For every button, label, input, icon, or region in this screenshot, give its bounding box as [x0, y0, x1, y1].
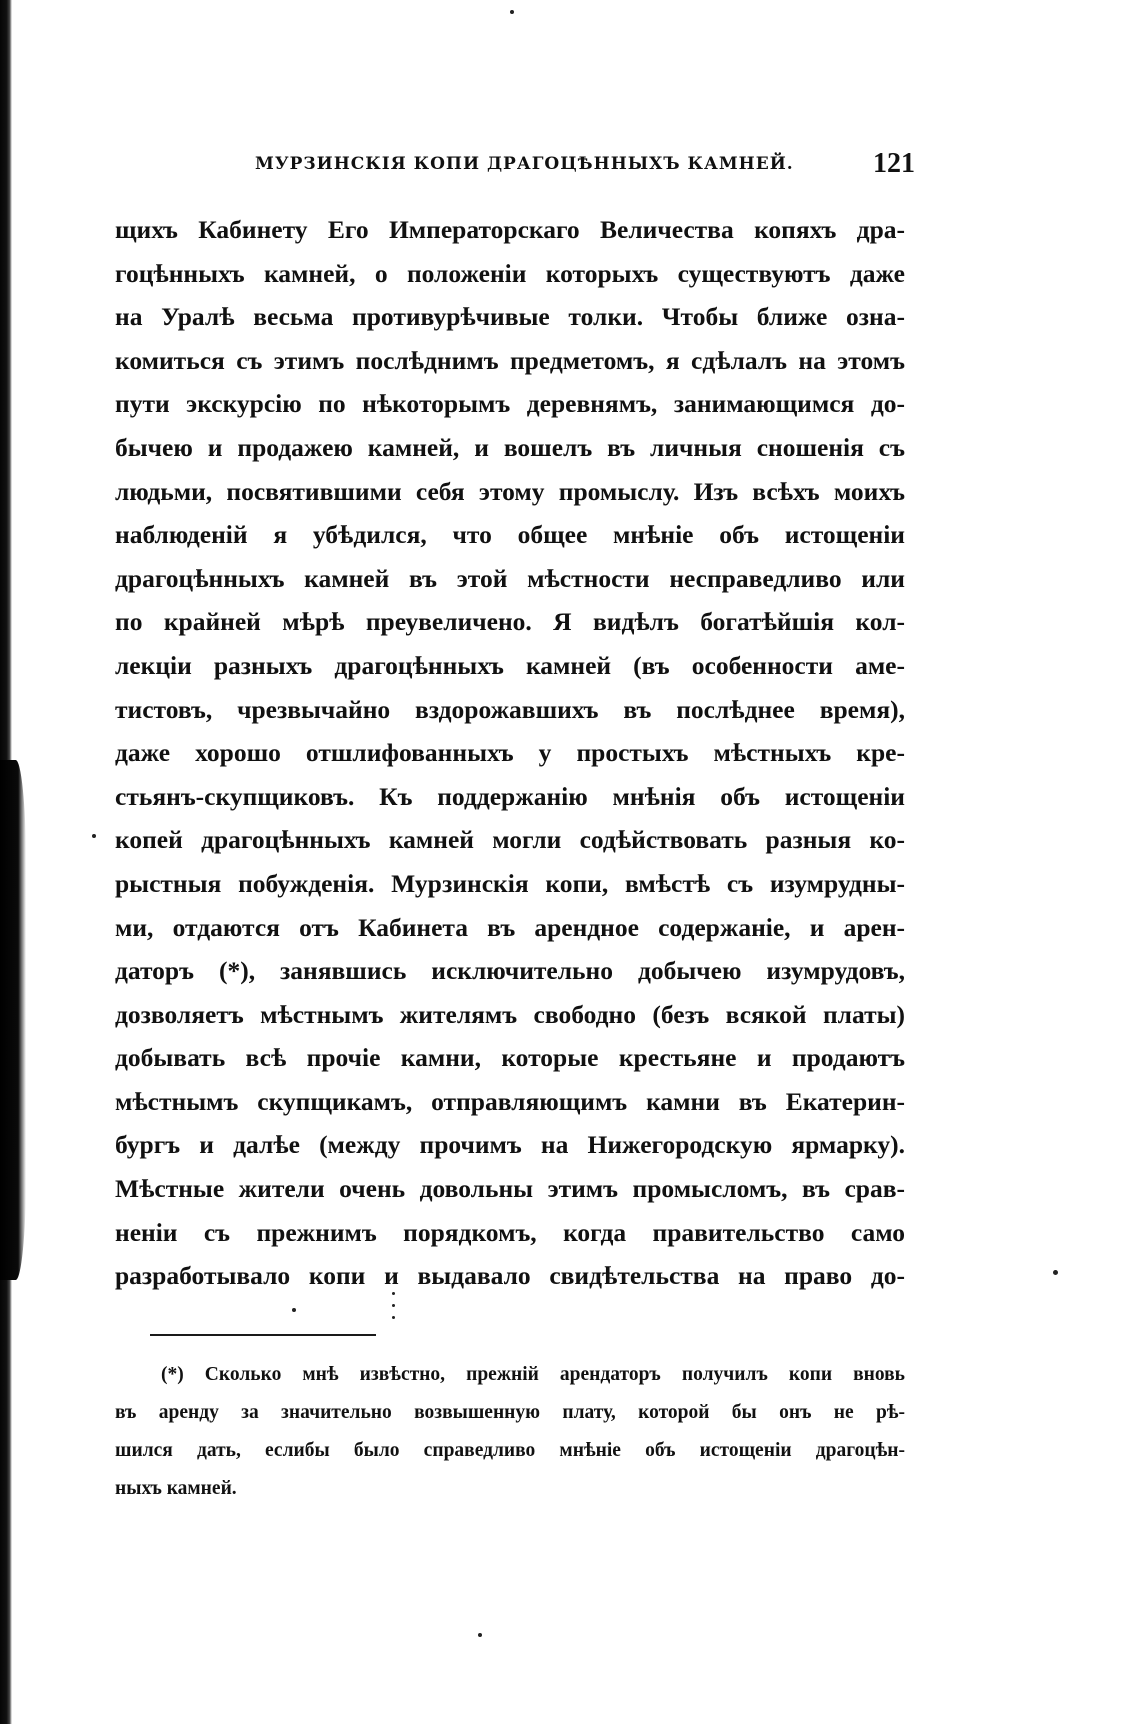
body-line: наблюденій я убѣдился, что общее мнѣніе объ истощеніи: [115, 520, 905, 550]
body-line: рыстныя побужденія. Мурзинскія копи, вмѣстѣ съ изумрудны-: [115, 868, 905, 898]
body-line: бычею и продажею камней, и вошелъ въ личныя сношенія съ: [115, 432, 905, 462]
body-line: пути экскурсію по нѣкоторымъ деревнямъ, занимающимся до-: [115, 389, 905, 419]
page-number: 121: [873, 148, 915, 179]
body-line: ми, отдаются отъ Кабинета въ арендное содержаніе, и арен-: [115, 912, 905, 942]
body-line: бургъ и далѣе (между прочимъ на Нижегородскую ярмарку).: [115, 1130, 905, 1160]
body-line: комиться съ этимъ послѣднимъ предметомъ, я сдѣлалъ на этомъ: [115, 345, 905, 375]
body-line: людьми, посвятившими себя этому промыслу. Изъ всѣхъ моихъ: [115, 476, 905, 506]
running-title: МУРЗИНСКІЯ КОПИ ДРАГОЦѢННЫХЪ КАМНЕЙ.: [255, 154, 794, 174]
scan-speck: [478, 1633, 482, 1637]
scan-speck: [1053, 1270, 1058, 1275]
body-line: на Уралѣ весьма противурѣчивые толки. Чтобы ближе озна-: [115, 302, 905, 332]
footnote-line: шился дать, еслибы было справедливо мнѣніе объ истощеніи драгоцѣн-: [115, 1440, 905, 1461]
body-line: дозволяетъ мѣстнымъ жителямъ свободно (безъ всякой платы): [115, 999, 905, 1029]
body-line: тистовъ, чрезвычайно вздорожавшихъ въ послѣднее время),: [115, 694, 905, 724]
body-line: драгоцѣнныхъ камней въ этой мѣстности несправедливо или: [115, 563, 905, 593]
body-line: даторъ (*), занявшись исключительно добычею изумрудовъ,: [115, 956, 905, 986]
body-line: копей драгоцѣнныхъ камней могли содѣйствовать разныя ко-: [115, 825, 905, 855]
scan-speck: [392, 1292, 395, 1295]
running-head: [255, 148, 915, 184]
body-line: гоцѣнныхъ камней, о положеніи которыхъ существуютъ даже: [115, 258, 905, 288]
binding-shadow: [0, 760, 26, 1280]
scan-speck: [392, 1304, 395, 1307]
body-line: щихъ Кабинету Его Императорскаго Величества копяхъ дра-: [115, 215, 905, 244]
body-line: стьянъ-скупщиковъ. Къ поддержанію мнѣнія объ истощеніи: [115, 781, 905, 811]
footnote-divider: [150, 1334, 376, 1336]
body-text: [115, 208, 905, 1298]
footnote-line: (*) Сколько мнѣ извѣстно, прежній арендаторъ получилъ копи вновь: [161, 1364, 905, 1385]
body-line: неніи съ прежнимъ порядкомъ, когда правительство само: [115, 1217, 905, 1247]
body-line: разработывало копи и выдавало свидѣтельства на право до-: [115, 1261, 905, 1291]
scan-speck: [92, 834, 96, 838]
footnote-line: въ аренду за значительно возвышенную плату, которой бы онъ не рѣ-: [115, 1402, 905, 1423]
body-line: Мѣстные жители очень довольны этимъ промысломъ, въ срав-: [115, 1174, 905, 1204]
body-line: добывать всѣ прочіе камни, которые крестьяне и продаютъ: [115, 1043, 905, 1073]
scan-speck: [392, 1316, 395, 1319]
body-line: даже хорошо отшлифованныхъ у простыхъ мѣстныхъ кре-: [115, 738, 905, 768]
body-line: по крайней мѣрѣ преувеличено. Я видѣлъ богатѣйшія кол-: [115, 607, 905, 637]
scan-speck: [292, 1308, 296, 1312]
footnote: [115, 1356, 905, 1508]
footnote-line: ныхъ камней.: [115, 1478, 237, 1499]
scan-speck: [510, 10, 514, 14]
body-line: мѣстнымъ скупщикамъ, отправляющимъ камни въ Екатерин-: [115, 1086, 905, 1116]
body-line: лекціи разныхъ драгоцѣнныхъ камней (въ особенности аме-: [115, 650, 905, 680]
